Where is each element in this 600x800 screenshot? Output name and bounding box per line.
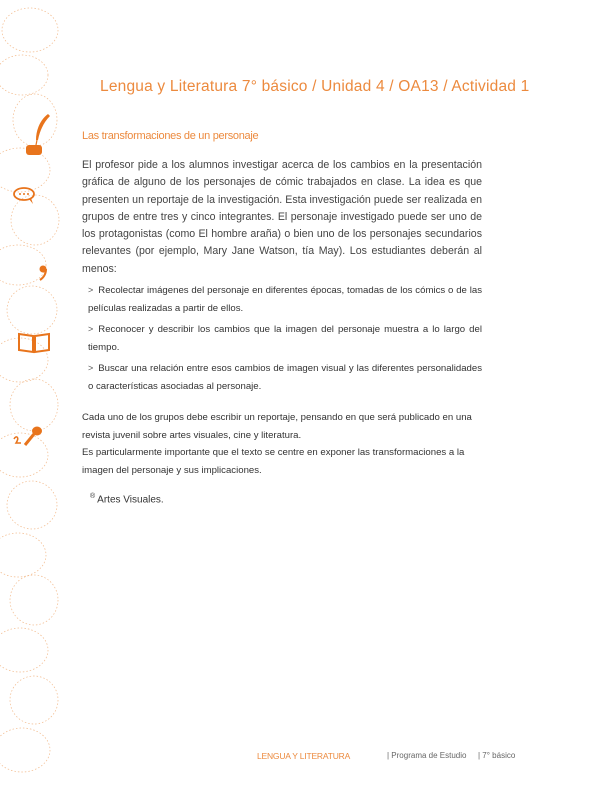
section-subtitle: Las transformaciones de un personaje (82, 130, 259, 142)
instructions (82, 409, 482, 479)
intro-paragraph: El profesor pide a los alumnos investigar acerca de los cambios en la presentación gráfica de alguno de los personajes de cómic trabajados en clase. La idea es que presenten un reportaje de la investigación. Esta investigación puede ser realizada en grupos de entre tres y cinco integrantes. El personaje investigado puede ser uno de los protagonistas (como El hombre araña) o bien uno de los personajes secundarios relevantes (por ejemplo, Mary Jane Watson, tía May). Los estudiantes deberán al menos: (82, 159, 482, 275)
footer-grade: | 7° básico (478, 751, 516, 760)
paragraph-report: Cada uno de los grupos debe escribir un reportaje, pensando en que será publicado en una revista juvenil sobre artes visuales, cine y literatura. (82, 412, 472, 441)
inkwell-icon (24, 142, 44, 156)
footer-program: | Programa de Estudio (387, 751, 467, 760)
footer-subject: LENGUA Y LITERATURA (257, 751, 351, 761)
open-book-icon (17, 330, 51, 354)
list-item: > Buscar una relación entre esos cambios de imagen visual y las diferentes personalidades o características asociadas al personaje. (88, 363, 482, 392)
list-item: > Reconocer y describir los cambios que la imagen del personaje muestra a lo largo del tiempo. (88, 324, 482, 353)
cross-subject-note: ® Artes Visuales. (90, 493, 164, 506)
chevron-right-icon: > (88, 285, 94, 296)
registered-mark: ® (90, 493, 96, 501)
microphone-icon (12, 425, 44, 451)
task-list (88, 282, 482, 395)
chevron-right-icon: > (88, 363, 94, 374)
comma-icon (38, 265, 48, 281)
paragraph-emphasis: Es particularmente importante que el texto se centre en exponer las transformaciones a la imagen del personaje y sus implicaciones. (82, 447, 465, 476)
content-column (82, 157, 482, 508)
page-title: Lengua y Literatura 7° básico / Unidad 4 / OA13 / Actividad 1 (100, 78, 530, 95)
chevron-right-icon: > (88, 324, 94, 335)
list-item: > Recolectar imágenes del personaje en diferentes épocas, tomadas de los cómics o de las películas realizadas a partir de ellos. (88, 285, 482, 314)
speech-bubble-icon (12, 185, 38, 205)
